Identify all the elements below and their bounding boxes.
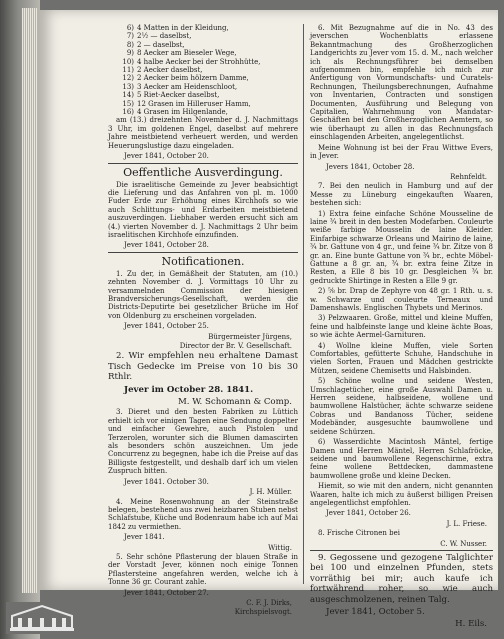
inventory-item — [108, 41, 298, 49]
inventory-item-text: 4 halbe Aecker bei der Strohhütte, — [137, 57, 261, 66]
library-logo-icon — [6, 602, 78, 634]
notice-1-signature-title: Director der Br. V. Gesellschaft. — [179, 342, 292, 350]
inventory-item-number: 13) — [122, 82, 134, 91]
inventory-item-number: 9) — [126, 49, 134, 58]
heading-ausverdingung: Oeffentliche Ausverdingung. — [123, 165, 283, 179]
inventory-item — [108, 83, 298, 91]
inventory-item-number: 11) — [122, 66, 134, 75]
notice-7-item-4: 4) Wollne kleine Muffen, viele Sorten Comfortables, gefütterte Schuhe, Handschuhe in vielen Sorten, Frauen und Mädchen gestrickte Mützen, seidene Chemisetts und Halsbinden. — [310, 341, 493, 375]
notice-5-date: Jever 1841, October 27. — [124, 588, 209, 597]
notice-8: 8. Frische Citronen bei — [318, 529, 400, 538]
notice-9: 9. Gegossene und gezogene Talglichter bei 100 und einzelnen Pfunden, stets vorräthig bei mir; auch kaufe ich fortwährend roher, so wie auch ausgeschmolzenen, reinen Talg. — [310, 552, 493, 605]
inventory-item — [108, 58, 298, 66]
notice-9-date: Jever 1841, October 5. — [326, 607, 425, 617]
inventory-item — [108, 32, 298, 40]
column-divider — [303, 24, 304, 584]
inventory-item-text: 12 Grasen im Hilleruser Hamm, — [137, 99, 251, 108]
inventory-item-number: 15) — [122, 99, 134, 108]
inventory-item — [108, 108, 298, 116]
notice-7-signature: J. L. Friese. — [446, 519, 487, 528]
inventory-item-number: 16) — [122, 108, 134, 117]
notice-7-closing: Hiemit, so wie mit den andern, nicht genannten Waaren, halte ich mich zu äußerst billigen Preisen angelegentlichst empfohlen. — [310, 482, 493, 507]
inventory-tail: am (13.) dreizehnten November d. J. Nachmittags 3 Uhr, im goldenen Engel, daselbst auf mehrere Jahre meistbietend verheuert werden, und werden Heuerungslustige dazu eingeladen. — [108, 116, 298, 150]
notice-7-date: Jever 1841, October 26. — [326, 509, 411, 518]
inventory-item-text: 4 Matten in der Kleidung, — [137, 24, 229, 32]
notice-2-signature: M. W. Schomann & Comp. — [177, 397, 292, 408]
notice-6-signature: Rehnfeldt. — [450, 172, 487, 181]
notice-6-date: Jevers 1841, October 28. — [326, 162, 415, 171]
inventory-list — [108, 24, 298, 116]
inventory-date: Jever 1841, October 20. — [124, 152, 209, 161]
notice-9-signature: H. Eils. — [455, 619, 487, 630]
notice-5-signature: C. F. J. Dirks, — [246, 598, 292, 607]
inventory-item — [108, 24, 298, 32]
notice-6: 6. Mit Bezugnahme auf die in No. 43 des jeverschen Wochenblatts erlassene Bekanntmachung des Großherzoglichen Landgerichts zu Jever vom 15. d. M., nach welcher ich als Rechnungsführer bei demselben aufgenommen bin, empfehle ich mich zur Anfertigung von Vormundschafts- und Curatels-Rechnungen, Theilungsberechnungen, Aufnahme von Inventarien, Contracten und sonstigen Documenten, Ausführung und Belegung von Capitalien, Wahrnehmung von Mandatar-Geschäften bei den Großherzoglichen Aemtern, so wie überhaupt zu allen in das Rechnungsfach einschlagenden Arbeiten, angelegentlichst. — [310, 24, 493, 142]
notice-2-date: Jever im October 28. 1841. — [124, 384, 254, 395]
notice-ausverdingung-date: Jever 1841, October 28. — [124, 241, 209, 250]
notice-7-item-2: 2) ⅝ br. Drap de Zephyre von 48 gr. 1 Rth. u. s. w. Schwarze und couleurte Terneaux und Damenshawls. Englischen Thybets und Merinos. — [310, 287, 493, 312]
right-column — [310, 24, 493, 631]
inventory-item — [108, 91, 298, 99]
inventory-item-text: 5 Riet-Aecker daselbst, — [137, 91, 220, 100]
notice-7-item-3: 3) Pelzwaaren. Große, mittel und kleine Muffen, feine und halbfeinste lange und kleine ächte Boas, so wie ächte Aermel-Garnituren. — [310, 314, 493, 340]
notice-3: 3. Dieret und den besten Fabriken zu Lüttich erhielt ich vor einigen Tagen eine Sendung doppelter und einfacher Gewehre, auch Pistolen und Terzerolen, worunter sich die Blumen damascirten als besonders schön auszeichnen. Um jede Concurrenz zu begegnen, habe ich die Preise auf das Billigste festgestellt, und deshalb darf ich um vielen Zuspruch bitten. — [108, 408, 298, 476]
inventory-item-number: 10) — [122, 57, 134, 66]
notice-3-signature: J. H. Müller. — [249, 488, 292, 497]
notice-1: 1. Zu der, in Gemäßheit der Statuten, am (10.) zehnten November d. J. Vormittags 10 Uhr zu versammelnden Commission der hiesigen Brandversicherungs-Gesellschaft, werden die Districts-Deputirte bei gesetzlicher Brüche im Hof von Oldenburg zu erscheinen vorgeladen. — [108, 269, 298, 320]
heading-notificationen: Notificationen. — [161, 254, 245, 268]
inventory-item-text: 2½ — daselbst, — [137, 32, 192, 41]
notice-4-date: Jever 1841. — [124, 533, 165, 542]
notice-7-intro: 7. Bei den neulich in Hamburg und auf der Messe zu Lüneburg eingekauften Waaren, bestehen sich: — [310, 182, 493, 208]
separator-rule — [310, 550, 493, 551]
notice-7-item-6: 6) Wasserdichte Macintosh Mäntel, fertige Damen und Herren Mäntel, Herren Schlafröcke, seidene und baumwollene Regenschirme, extra feine wollene Bettdecken, dammastene baumwollene große und kleine Decken. — [310, 438, 493, 480]
inventory-item-number: 8) — [126, 40, 134, 49]
book-page-edges — [22, 8, 38, 593]
inventory-item-number: 14) — [122, 91, 134, 100]
notice-8-signature: C. W. Nusser. — [440, 539, 487, 548]
notice-1-signature: Bürgermeister Jürgens, — [208, 332, 292, 341]
inventory-item-text: 3 Aecker am Heidenschloot, — [137, 82, 238, 91]
notice-7-item-1: 1) Extra feine einfache Schöne Mousseline de laine ¾ breit in den besten Modefarben. Couleurte weiße farbige Mousselin de laine Kleider. Einfarbige schwarze Orleans und Mairino de laine, ¾ br. Gattune von 4 gr., und feine ¾ br. Zitze von 8 gr. an. Eine bunte Gattune von ¾ br., echte Möbel-Gattune a 8 gr. an, ¾ br. extra feine Zitze in Resten, a Elle 8 bis 10 gr. Desgleichen ¾ br. gedruckte Shirtinge in Resten a Elle 9 gr. — [310, 209, 493, 285]
notice-4: 4. Meine Rosenwohnung an der Steinstraße belegen, bestehend aus zwei heizbaren Stuben nebst Schlafstube, Küche und Bodenraum habe ich auf Mai 1842 zu vermiethen. — [108, 497, 298, 531]
inventory-item-text: 4 Grasen im Hilgenlande, — [137, 108, 228, 117]
inventory-item-number: 6) — [126, 24, 134, 32]
inventory-item-text: 2 Aecker beim hölzern Damme, — [137, 74, 249, 83]
notice-5: 5. Sehr schöne Pflasterung der blauen Straße in der Vorstadt Jever, können noch einige Tonnen Pflastersteine angefahren werden, welche ich à Tonne 36 gr. Courant zahle. — [108, 552, 298, 587]
notice-ausverdingung: Die israelitische Gemeinde zu Jever beabsichtigt die Lieferung und das Anfahren von pl. m. 1000 Fuder Erde zur Erhöhung eines Kirchhofs so wie auch Schlittungs- und Erdarbeiten meistbietend auszuverdingen. Liebhaber werden ersucht sich am (4.) vierten November d. J. Nachmittags 2 Uhr beim israelitischen Kirchhofe einzufinden. — [108, 180, 298, 239]
notice-2: 2. Wir empfehlen neu erhaltene Damast Tisch Gedecke im Preise von 10 bis 30 Rthlr. — [108, 351, 298, 383]
notice-1-date: Jever 1841, October 25. — [124, 322, 209, 331]
newspaper-page — [40, 10, 498, 630]
inventory-item — [108, 74, 298, 82]
inventory-item-number: 12) — [122, 74, 134, 83]
inventory-item — [108, 66, 298, 74]
separator-rule — [108, 252, 298, 253]
inventory-item — [108, 100, 298, 108]
inventory-item — [108, 49, 298, 57]
inventory-item-number: 7) — [126, 32, 134, 41]
inventory-item-text: 2 Aecker daselbst, — [137, 66, 203, 75]
notice-6-address: Meine Wohnung ist bei der Frau Wittwe Evers, in Jever. — [310, 143, 493, 161]
inventory-item-text: 2 — daselbst, — [137, 40, 185, 49]
notice-4-signature: Wittig. — [268, 543, 292, 552]
left-column — [108, 24, 298, 618]
inventory-item-text: 8 Aecker am Bieseler Wege, — [137, 49, 237, 58]
notice-3-date: Jever 1841. October 30. — [124, 477, 209, 486]
notice-5-signature-title: Kirchspielsvogt. — [234, 608, 292, 617]
notice-7-item-5: 5) Schöne wollne und seidene Westen, Umschlagetücher, eine große Auswahl Damen u. Herren seidene, halbseidene, wollene und baumwollene Halstücher, ächte schwarze seidene Cobras und Bandanoss Tücher, seidene Modebänder, ausgesuchte baumwollene und seidene Schürzen. — [310, 377, 493, 436]
separator-rule — [108, 163, 298, 164]
